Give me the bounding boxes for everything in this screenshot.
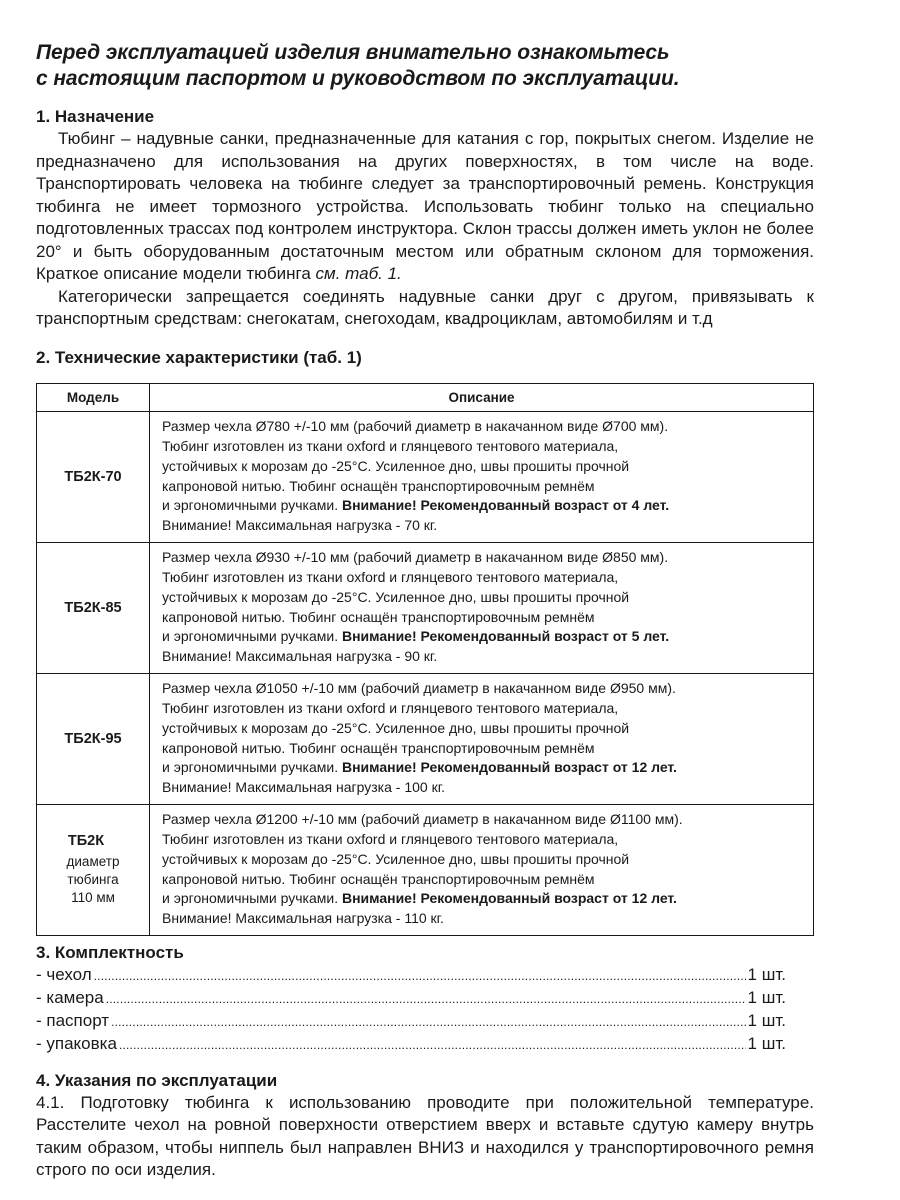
desc-text: и эргономичными ручками.: [162, 497, 342, 514]
section-usage: [36, 1070, 814, 1182]
section-contents: [36, 942, 814, 1056]
intro-line-2: с настоящим паспортом и руководством по эксплуатации.: [36, 67, 680, 90]
desc-text: и эргономичными ручками.: [162, 759, 342, 776]
age-warning: Внимание! Рекомендованный возраст от 12 лет.: [341, 890, 677, 907]
purpose-paragraph-2: Категорически запрещается соединять надувные санки друг с другом, привязывать к транспортным средствам: снегокатам, снегоходам, квадроциклам, автомобилям и т.д: [36, 286, 814, 328]
model-subtitle: диаметр: [66, 853, 120, 869]
load-warning: Внимание! Максимальная нагрузка - 90 кг.: [162, 648, 438, 665]
desc-line: [162, 758, 807, 778]
desc-text: и эргономичными ручками.: [162, 890, 342, 907]
table-row: [37, 411, 814, 542]
section-specs-title: 2. Технические характеристики (таб. 1): [36, 347, 362, 367]
specs-table-header-row: [37, 383, 814, 411]
age-warning: Внимание! Рекомендованный возраст от 5 лет.: [341, 628, 670, 645]
dot-leader: [94, 965, 746, 987]
model-cell: [37, 542, 150, 673]
table-row: [37, 804, 814, 935]
desc-line: Размер чехла Ø930 +/-10 мм (рабочий диаметр в накачанном виде Ø850 мм).: [162, 549, 669, 566]
desc-line: устойчивых к морозам до -25°С. Усиленное дно, швы прошиты прочной: [162, 457, 630, 474]
model-subtitle: 110 мм: [71, 889, 115, 905]
description-cell: [150, 804, 814, 935]
list-item: [36, 987, 786, 1010]
table-reference: см. таб. 1.: [315, 264, 402, 283]
model-subtitle: тюбинга: [67, 871, 119, 887]
item-label: - чехол: [36, 964, 92, 984]
list-item: [36, 1033, 786, 1056]
purpose-paragraph-1-text: Тюбинг – надувные санки, предназначенные для катания с гор, покрытых снегом. Изделие не предназначено для использования на других поверхностях, в том числе на воде. Транспортировать человека на тюбинге следует за транспортировочный ремень. Конструкция тюбинга не имеет тормозного устройства. Использовать тюбинг только на специально подготовленных трассах под контролем инструктора. Склон трассы должен иметь уклон не более 20° и быть оборудованным достаточным местом или обратным склоном для торможения. Краткое описание модели тюбинга: [36, 129, 814, 283]
section-contents-title: 3. Комплектность: [36, 942, 184, 962]
desc-line: Размер чехла Ø1200 +/-10 мм (рабочий диаметр в накачанном виде Ø1100 мм).: [162, 811, 683, 828]
model-cell: [37, 673, 150, 804]
item-quantity: 1 шт.: [747, 1010, 786, 1030]
desc-line: Тюбинг изготовлен из ткани oxford и глянцевого тентового материала,: [162, 437, 619, 454]
desc-line: капроновой нитью. Тюбинг оснащён транспортировочным ремнём: [162, 477, 595, 494]
model-name: ТБ2К-85: [64, 599, 122, 616]
desc-line: Размер чехла Ø780 +/-10 мм (рабочий диаметр в накачанном виде Ø700 мм).: [162, 418, 669, 435]
item-quantity: 1 шт.: [747, 1033, 786, 1053]
item-label: - упаковка: [36, 1033, 117, 1053]
usage-paragraph-1: 4.1. Подготовку тюбинга к использованию проводите при положительной температуре. Расстелите чехол на ровной поверхности отверстием вверх и вставьте сдутую камеру внутрь таким образом, чтобы ниппель был направлен ВНИЗ и находился у транспортировочного ремня строго по оси изделия.: [36, 1092, 814, 1179]
model-cell: [37, 411, 150, 542]
dot-leader: [119, 1034, 746, 1056]
list-item: [36, 1010, 786, 1033]
item-quantity: 1 шт.: [747, 964, 786, 984]
column-header-model: Модель: [37, 383, 150, 411]
model-cell: [37, 804, 150, 935]
dot-leader: [111, 1011, 745, 1033]
section-purpose-title: 1. Назначение: [36, 107, 155, 126]
model-name: ТБ2К-70: [64, 468, 122, 485]
desc-line: Тюбинг изготовлен из ткани oxford и глянцевого тентового материала,: [162, 568, 619, 585]
section-usage-title: 4. Указания по эксплуатации: [36, 1070, 278, 1090]
load-warning: Внимание! Максимальная нагрузка - 110 кг.: [162, 910, 444, 927]
model-name: ТБ2К-95: [64, 730, 122, 747]
desc-line: капроновой нитью. Тюбинг оснащён транспортировочным ремнём: [162, 870, 595, 887]
desc-line: устойчивых к морозам до -25°С. Усиленное дно, швы прошиты прочной: [162, 850, 630, 867]
desc-text: и эргономичными ручками.: [162, 628, 342, 645]
desc-line: Тюбинг изготовлен из ткани oxford и глянцевого тентового материала,: [162, 830, 619, 847]
item-label: - камера: [36, 987, 104, 1007]
section-specs: [36, 347, 814, 936]
purpose-paragraph-1: [36, 128, 814, 286]
desc-line: [162, 889, 807, 909]
list-item: [36, 964, 786, 987]
item-label: - паспорт: [36, 1010, 110, 1030]
desc-line: [162, 627, 807, 647]
age-warning: Внимание! Рекомендованный возраст от 12 лет.: [341, 759, 677, 776]
intro-warning: [36, 40, 814, 92]
intro-line-1: Перед эксплуатацией изделия внимательно ознакомьтесь: [36, 41, 670, 64]
specs-table: [36, 383, 814, 936]
desc-line: капроновой нитью. Тюбинг оснащён транспортировочным ремнём: [162, 608, 595, 625]
table-row: [37, 542, 814, 673]
desc-line: устойчивых к морозам до -25°С. Усиленное дно, швы прошиты прочной: [162, 719, 630, 736]
age-warning: Внимание! Рекомендованный возраст от 4 лет.: [341, 497, 670, 514]
dot-leader: [106, 988, 746, 1010]
description-cell: [150, 411, 814, 542]
table-row: [37, 673, 814, 804]
column-header-description: Описание: [150, 383, 814, 411]
item-quantity: 1 шт.: [747, 987, 786, 1007]
desc-line: устойчивых к морозам до -25°С. Усиленное дно, швы прошиты прочной: [162, 588, 630, 605]
description-cell: [150, 542, 814, 673]
desc-line: [162, 496, 807, 516]
section-purpose: [36, 106, 814, 331]
desc-line: Размер чехла Ø1050 +/-10 мм (рабочий диаметр в накачанном виде Ø950 мм).: [162, 680, 676, 697]
description-cell: [150, 673, 814, 804]
desc-line: Тюбинг изготовлен из ткани oxford и глянцевого тентового материала,: [162, 699, 619, 716]
desc-line: капроновой нитью. Тюбинг оснащён транспортировочным ремнём: [162, 739, 595, 756]
model-name: ТБ2К: [67, 832, 105, 849]
passport-page: [36, 40, 814, 1182]
load-warning: Внимание! Максимальная нагрузка - 100 кг.: [162, 779, 445, 796]
load-warning: Внимание! Максимальная нагрузка - 70 кг.: [162, 517, 438, 534]
